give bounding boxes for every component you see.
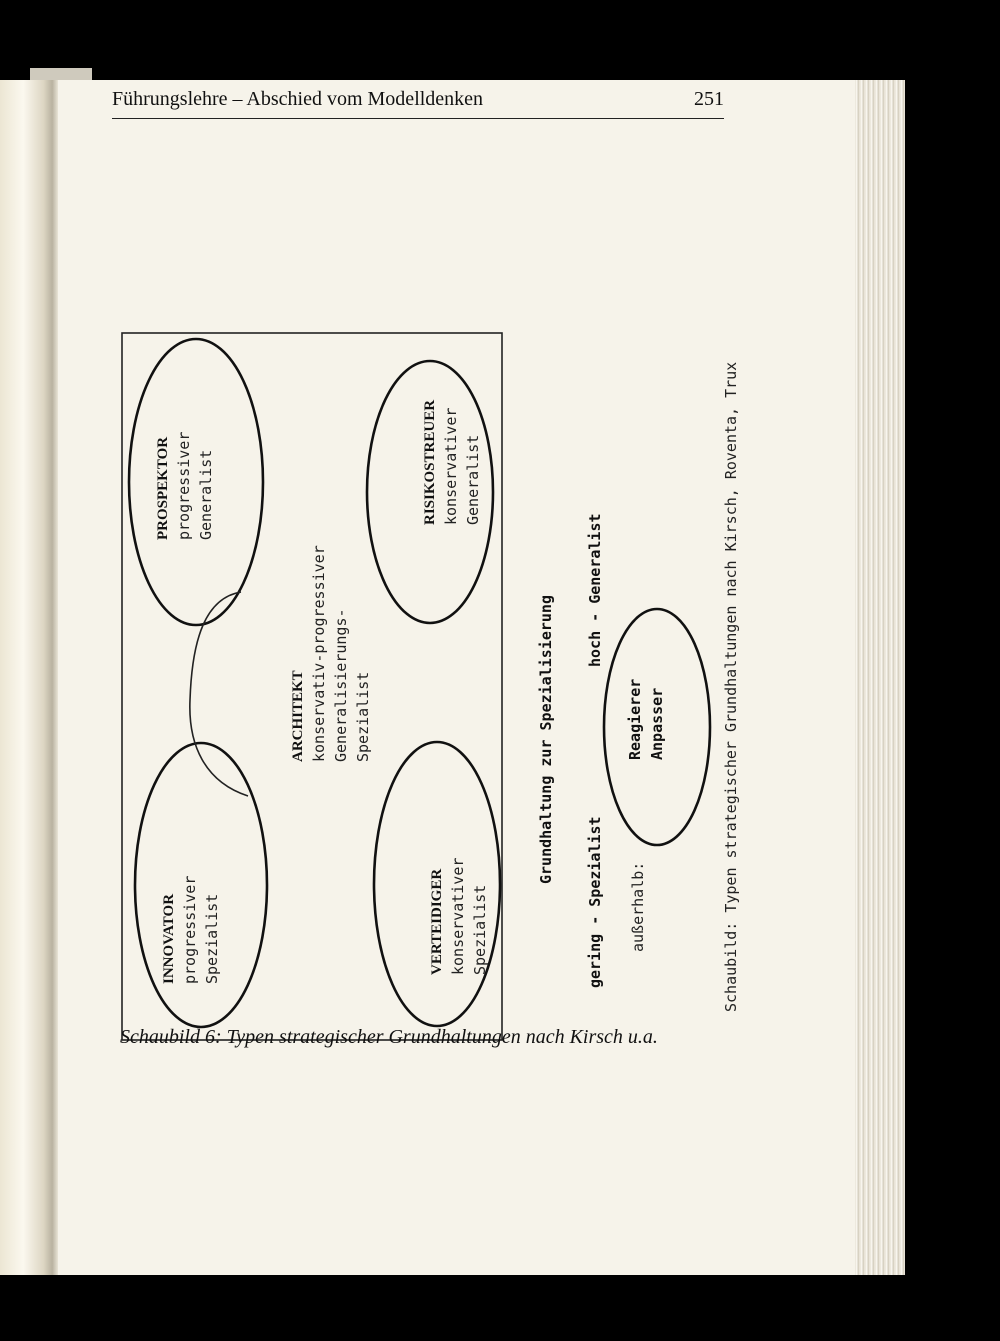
architekt-name: ARCHITEKT — [290, 670, 306, 762]
prospektor-ellipse — [129, 339, 263, 625]
prospektor-line1: progressiver — [175, 431, 193, 540]
running-head-title: Führungslehre – Abschied vom Modelldenken — [112, 88, 484, 110]
risikostreuer-name: RISIKOSTREUER — [422, 399, 438, 525]
axis-high-label: hoch - Generalist — [586, 513, 604, 667]
innovator-line1: progressiver — [181, 875, 199, 984]
reagierer-label: Reagierer — [626, 678, 644, 760]
page-number: 251 — [694, 88, 724, 110]
prospektor-name: PROSPEKTOR — [155, 436, 171, 540]
innovator-name: INNOVATOR — [161, 893, 177, 984]
verteidiger-line2: Spezialist — [471, 884, 489, 975]
figure-source: Schaubild: Typen strategischer Grundhaltungen nach Kirsch, Roventa, Trux — [722, 361, 740, 1012]
innovator-ellipse — [135, 743, 267, 1027]
verteidiger-line1: konservativer — [449, 857, 467, 975]
innovator-line2: Spezialist — [203, 893, 221, 984]
prospektor-line2: Generalist — [197, 449, 215, 540]
verteidiger-name: VERTEIDIGER — [429, 868, 445, 975]
anpasser-label: Anpasser — [648, 687, 666, 760]
risikostreuer-line2: Generalist — [464, 434, 482, 525]
architekt-line3: Spezialist — [354, 671, 372, 762]
outside-label: außerhalb: — [629, 861, 647, 952]
axis-low-label: gering - Spezialist — [586, 816, 604, 988]
architekt-line2: Generalisierungs- — [332, 608, 350, 762]
architekt-line1: konservativ-progressiver — [310, 545, 328, 762]
axis-title: Grundhaltung zur Spezialisierung — [537, 595, 555, 884]
risikostreuer-line1: konservativer — [442, 407, 460, 525]
figure-caption: Schaubild 6: Typen strategischer Grundhaltungen nach Kirsch u.a. — [120, 1026, 658, 1048]
architekt-connector — [190, 592, 248, 796]
